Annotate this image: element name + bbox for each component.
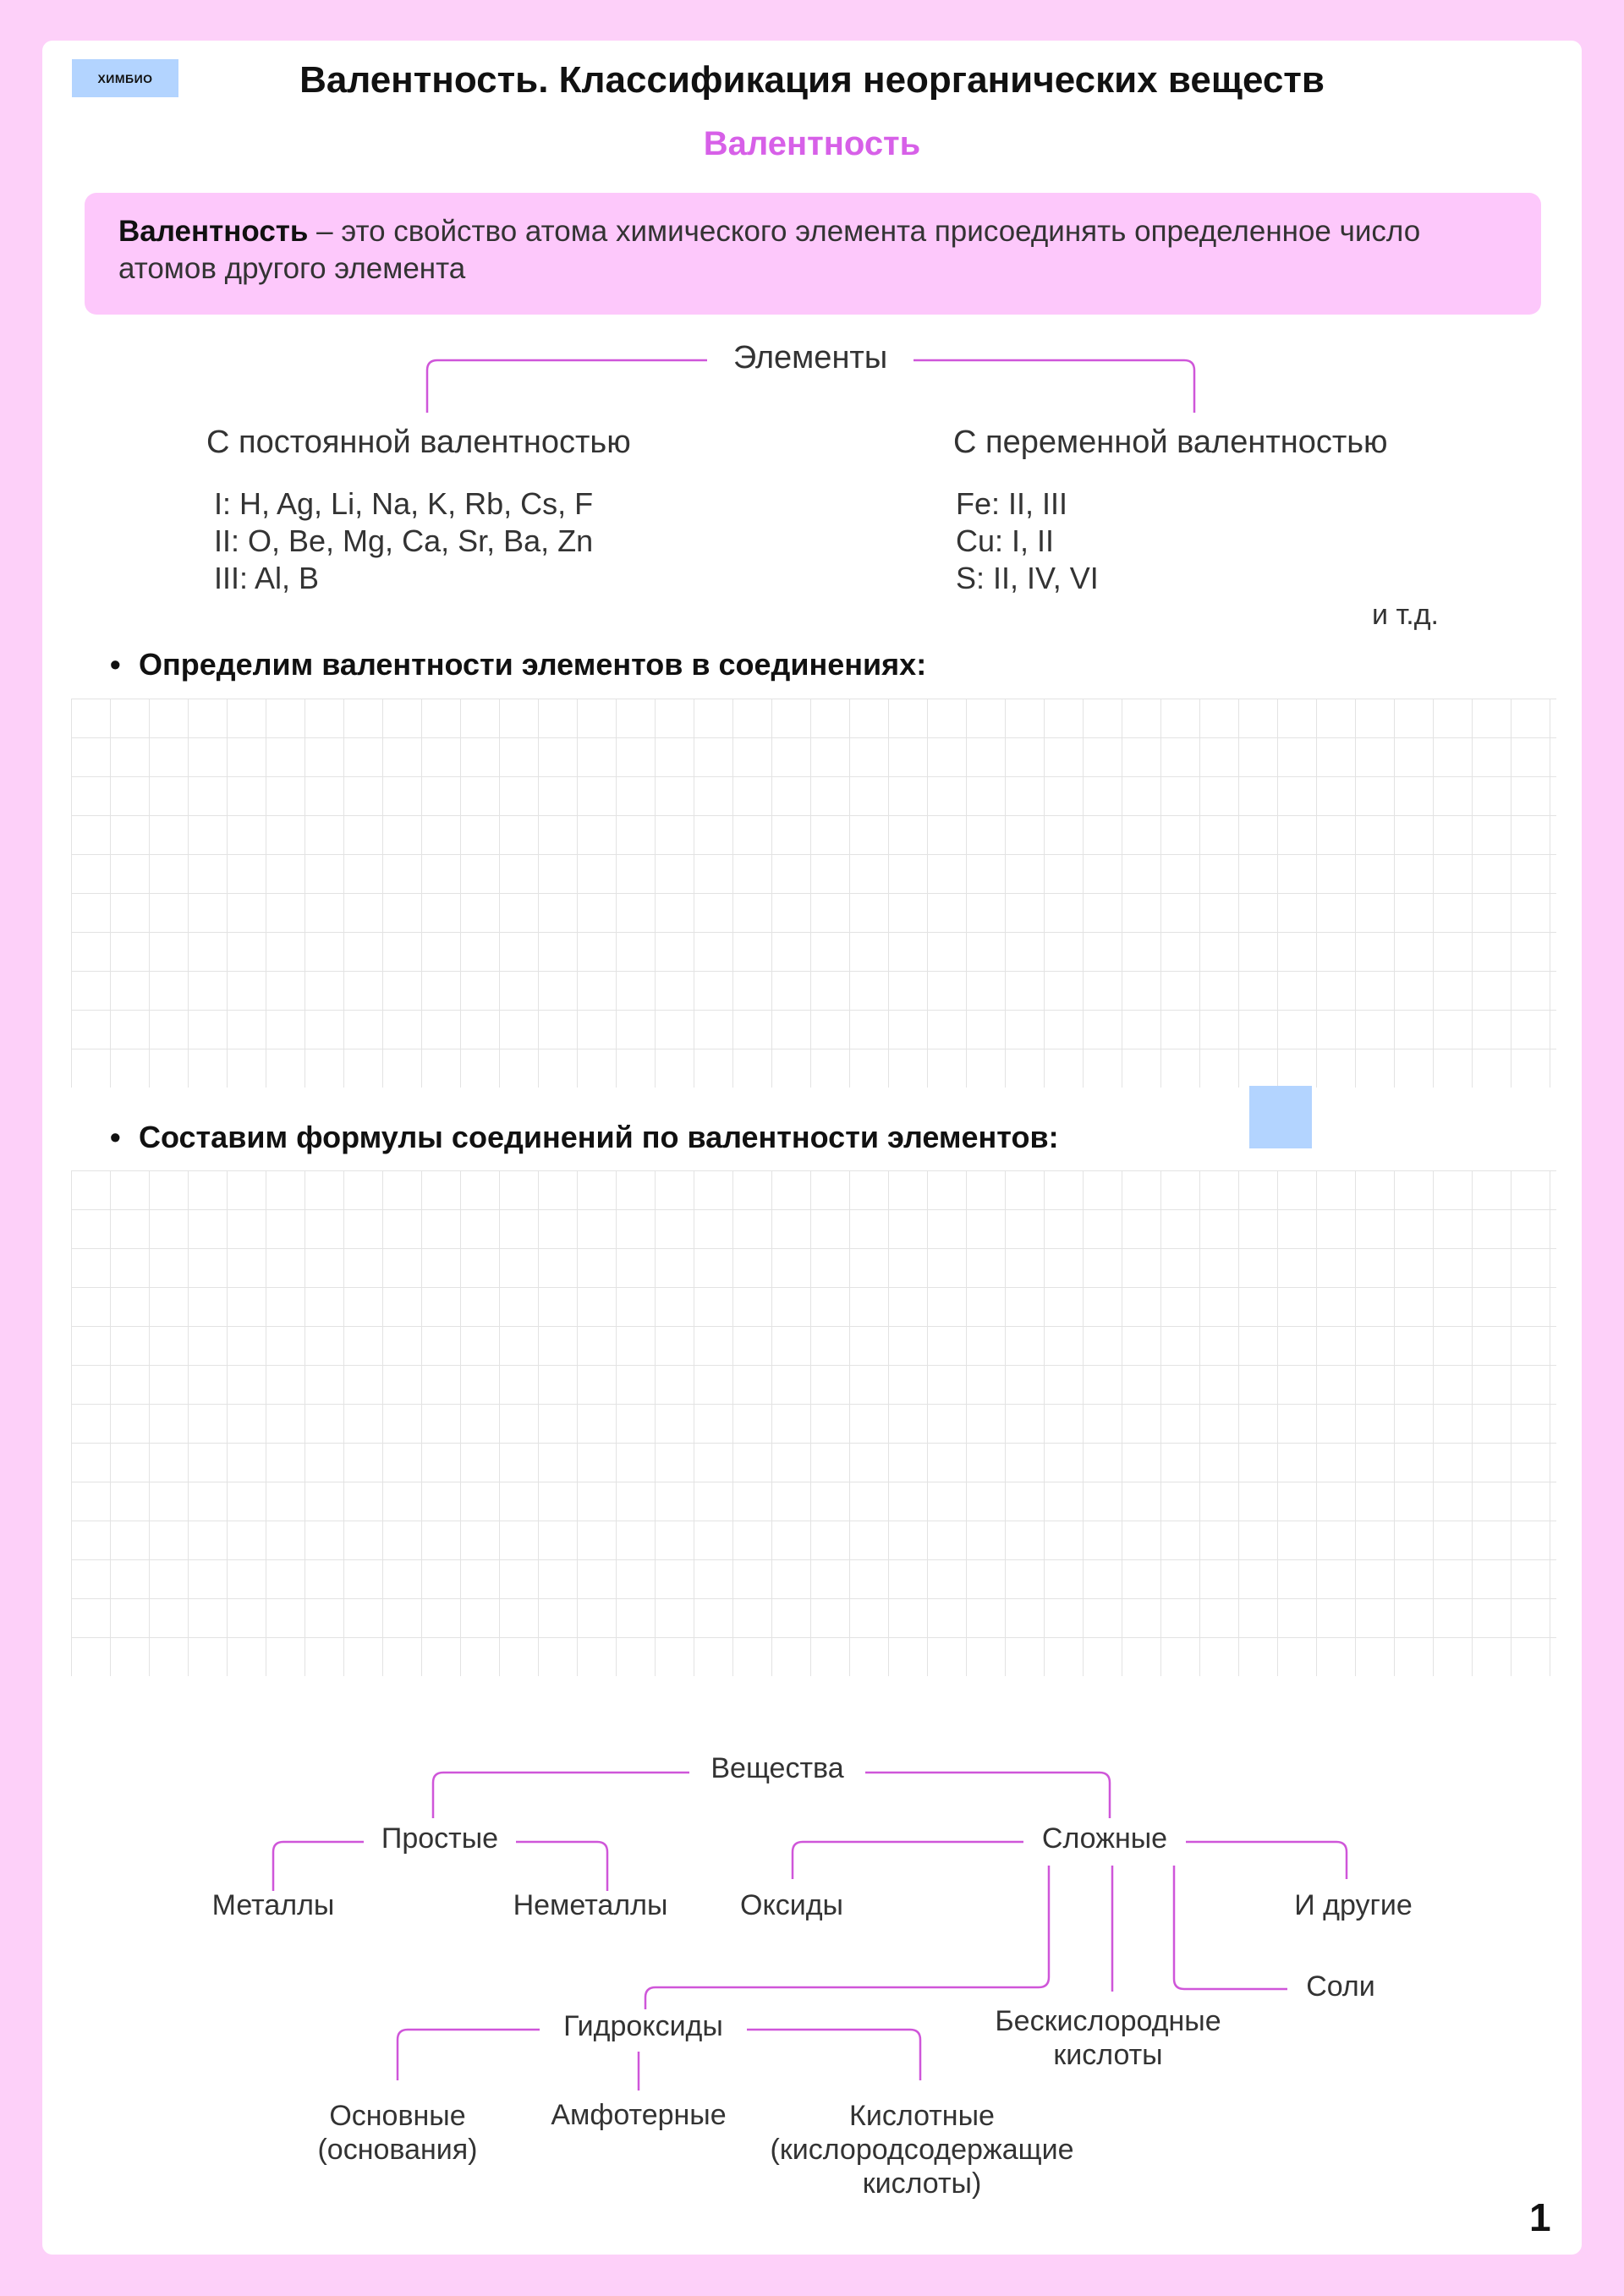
page-title: Валентность. Классификация неорганических веществ [299,59,1325,101]
basic-hydroxides-label: Основные (основания) [317,2100,478,2166]
answer-grid-1[interactable] [71,699,1556,1088]
variable-valence-list [956,485,1099,597]
substances-root-label: Вещества [710,1752,844,1784]
constant-valence-label: С постоянной валентностью [206,425,631,460]
simple-substances-label: Простые [381,1822,499,1855]
decorative-square [1249,1086,1312,1148]
salts-label: Соли [1306,1970,1375,2003]
page-number: 1 [1529,2195,1551,2239]
variable-valence-label: С переменной валентностью [953,425,1388,460]
elements-root-label: Элементы [732,340,888,375]
acidic-hydroxides-label: Кислотные (кислородсодержащие кислоты) [770,2100,1074,2200]
metals-label: Металлы [211,1889,335,1921]
definition-term: Валентность [118,215,309,248]
list-item: II: O, Be, Mg, Ca, Sr, Ba, Zn [214,523,594,558]
others-label: И другие [1294,1889,1413,1921]
list-item: I: H, Ag, Li, Na, K, Rb, Cs, F [214,486,594,521]
oxides-label: Оксиды [740,1889,843,1921]
task-compose-formulas: • Составим формулы соединений по валентности элементов: [110,1120,1059,1155]
task-determine-valence: • Определим валентности элементов в соединениях: [110,647,926,682]
list-item: III: Al, B [214,561,320,595]
amphoteric-hydroxides-label: Амфотерные [551,2099,727,2131]
constant-valence-list [214,485,593,597]
list-item: Fe: II, III [956,486,1068,521]
definition-text: – это свойство атома химического элемента присоединять определенное число атомов другого элемента [118,215,1421,285]
logo: ХИМБИО [72,59,178,97]
etc-note: и т.д. [1372,599,1439,631]
hydroxides-label: Гидроксиды [563,2010,723,2042]
list-item: S: II, IV, VI [956,561,1099,595]
complex-substances-label: Сложные [1041,1822,1168,1855]
list-item: Cu: I, II [956,523,1055,558]
answer-grid-2[interactable] [71,1170,1556,1676]
section-title: Валентность [703,125,921,162]
nonmetals-label: Неметаллы [513,1889,668,1921]
oxygen-free-acids-label: Бескислородные кислоты [995,2005,1221,2071]
